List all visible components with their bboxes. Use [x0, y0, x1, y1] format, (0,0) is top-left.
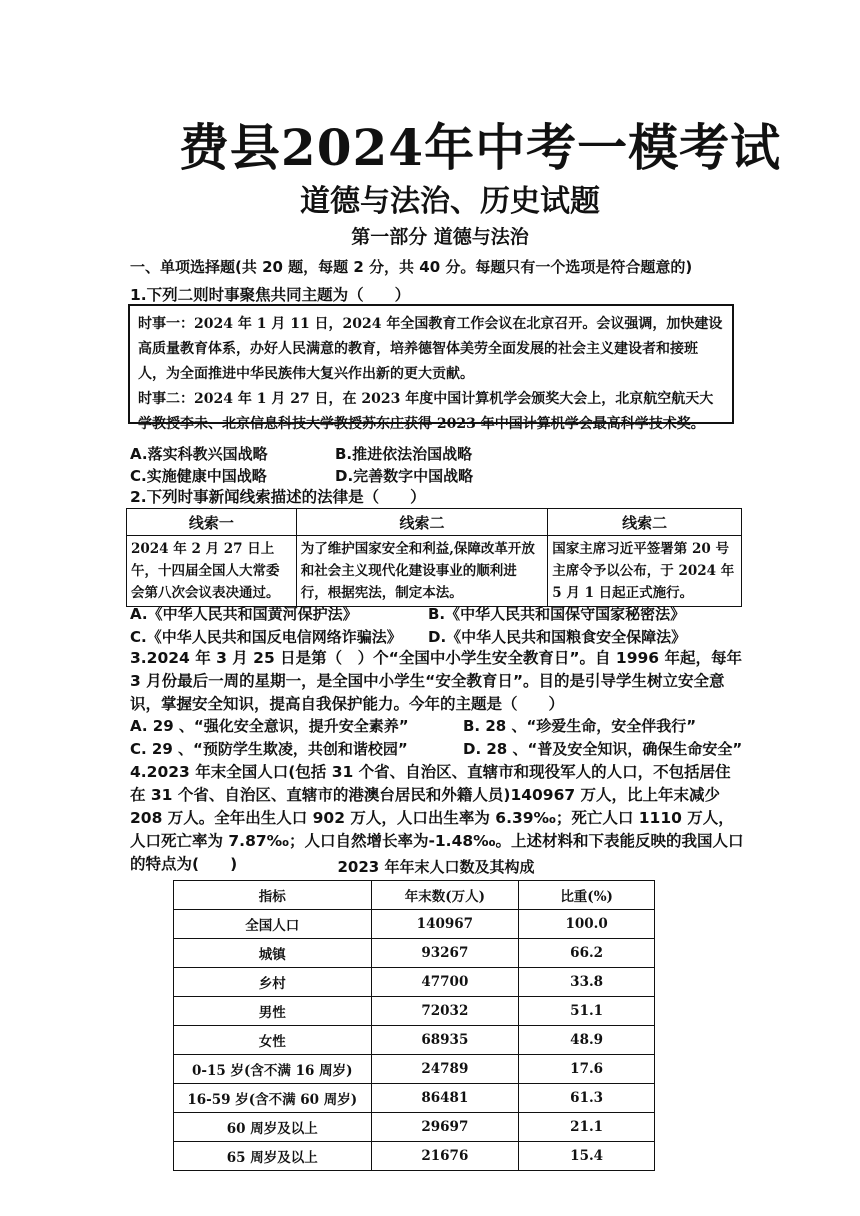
row-count: 93267 [371, 939, 519, 968]
row-count: 21676 [371, 1142, 519, 1171]
q2-option-c[interactable]: C.《中华人民共和国反电信网络诈骗法》 [130, 628, 402, 646]
table-row [174, 939, 655, 968]
q2-clue-cell-3: 国家主席习近平签署第 20 号主席令予以公布，于 2024 年 5 月 1 日起正式施行。 [548, 536, 742, 607]
q2-clue-header-3: 线索二 [548, 509, 742, 536]
row-label: 女性 [174, 1026, 372, 1055]
row-share: 15.4 [519, 1142, 655, 1171]
table-row [174, 1142, 655, 1171]
row-share: 21.1 [519, 1113, 655, 1142]
row-share: 51.1 [519, 997, 655, 1026]
q1-option-c[interactable]: C.实施健康中国战略 [130, 467, 267, 485]
section-heading: 一、单项选择题(共 20 题，每题 2 分，共 40 分。每题只有一个选项是符合题意的) [130, 258, 693, 276]
q2-stem: 2.下列时事新闻线索描述的法律是（ ） [130, 488, 426, 506]
q2-clue-body-row [127, 536, 742, 607]
row-share: 17.6 [519, 1055, 655, 1084]
row-label: 0-15 岁(含不满 16 周岁) [174, 1055, 372, 1084]
q2-clue-header-1: 线索一 [127, 509, 297, 536]
q1-news-item-1 [138, 312, 724, 387]
row-label: 16-59 岁(含不满 60 周岁) [174, 1084, 372, 1113]
q1-stem: 1.下列二则时事聚焦共同主题为（ ） [130, 286, 411, 304]
exam-main-title: 费县2024年中考一模考试 [178, 118, 782, 177]
q1-option-a[interactable]: A.落实科教兴国战略 [130, 445, 268, 463]
row-share: 100.0 [519, 910, 655, 939]
row-count: 47700 [371, 968, 519, 997]
q1-option-b[interactable]: B.推进依法治国战略 [335, 445, 473, 463]
q1-news-label-2: 时事二： [138, 391, 194, 407]
row-count: 140967 [371, 910, 519, 939]
row-count: 72032 [371, 997, 519, 1026]
q1-news-item-2 [138, 387, 724, 437]
q2-clue-table [126, 508, 742, 607]
q2-option-d[interactable]: D.《中华人民共和国粮食安全保障法》 [428, 628, 687, 646]
table-row [174, 968, 655, 997]
q2-clue-cell-2: 为了维护国家安全和利益,保障改革开放和社会主义现代化建设事业的顺利进行，根据宪法，制定本法。 [296, 536, 548, 607]
exam-subtitle: 道德与法治、历史试题 [300, 184, 600, 219]
row-label: 乡村 [174, 968, 372, 997]
q2-clue-header-2: 线索二 [296, 509, 548, 536]
q3-option-b[interactable]: B. 28 、“珍爱生命，安全伴我行” [463, 717, 697, 735]
table-row [174, 1113, 655, 1142]
row-count: 68935 [371, 1026, 519, 1055]
q1-option-d[interactable]: D.完善数字中国战略 [335, 467, 474, 485]
table-row [174, 1055, 655, 1084]
row-label: 城镇 [174, 939, 372, 968]
row-count: 24789 [371, 1055, 519, 1084]
row-label: 65 周岁及以上 [174, 1142, 372, 1171]
q3-stem: 3.2024 年 3 月 25 日是第（ ）个“全国中小学生安全教育日”。自 1996 年起，每年 3 月份最后一周的星期一，是全国中小学生“安全教育日”。目的是引导学生树立安全意识，掌握安全知识，提高自我保护能力。今年的主题是（ ） [130, 649, 742, 713]
population-table-caption: 2023 年年末人口数及其构成 [337, 858, 535, 876]
population-header-count: 年末数(万人) [371, 881, 519, 910]
q2-option-a[interactable]: A.《中华人民共和国黄河保护法》 [130, 605, 358, 623]
q1-news-text-1: 2024 年 1 月 11 日，2024 年全国教育工作会议在北京召开。会议强调，加快建设高质量教育体系，办好人民满意的教育，培养德智体美劳全面发展的社会主义建设者和接班人，为全面推进中华民族伟大复兴作出新的更大贡献。 [138, 316, 723, 382]
row-share: 61.3 [519, 1084, 655, 1113]
q2-clue-cell-1: 2024 年 2 月 27 日上午，十四届全国人大常委会第八次会议表决通过。 [127, 536, 297, 607]
row-label: 男性 [174, 997, 372, 1026]
q3-option-a[interactable]: A. 29 、“强化安全意识，提升安全素养” [130, 717, 409, 735]
q2-clue-header-row [127, 509, 742, 536]
row-label: 60 周岁及以上 [174, 1113, 372, 1142]
table-row [174, 1026, 655, 1055]
population-table-header-row [174, 881, 655, 910]
table-row [174, 910, 655, 939]
q1-news-label-1: 时事一： [138, 316, 194, 332]
q4-stem: 4.2023 年末全国人口(包括 31 个省、自治区、直辖市和现役军人的人口，不包括居住在 31 个省、自治区、直辖市的港澳台居民和外籍人员)140967 万人，比上年末减少 208 万人。全年出生人口 902 万人，人口出生率为 6.39‰；死亡人口 1110 万人，人口死亡率为 7.87‰；人口自然增长率为-1.48‰。上述材料和下表能反映的我国人口的特点为( ) [130, 763, 744, 873]
row-label: 全国人口 [174, 910, 372, 939]
row-share: 48.9 [519, 1026, 655, 1055]
q2-option-b[interactable]: B.《中华人民共和国保守国家秘密法》 [428, 605, 686, 623]
table-row [174, 997, 655, 1026]
population-table [173, 880, 655, 1171]
q3-option-c[interactable]: C. 29 、“预防学生欺凌，共创和谐校园” [130, 740, 408, 758]
population-header-share: 比重(%) [519, 881, 655, 910]
row-share: 66.2 [519, 939, 655, 968]
part-title: 第一部分 道德与法治 [351, 226, 529, 248]
q1-news-text-2: 2024 年 1 月 27 日，在 2023 年度中国计算机学会颁奖大会上，北京航空航天大学教授李未、北京信息科技大学教授苏东庄获得 2023 年中国计算机学会最高科学技术奖。 [138, 391, 714, 432]
q1-news-box [128, 304, 734, 432]
q3-option-d[interactable]: D. 28 、“普及安全知识，确保生命安全” [463, 740, 743, 758]
row-share: 33.8 [519, 968, 655, 997]
row-count: 29697 [371, 1113, 519, 1142]
population-header-indicator: 指标 [174, 881, 372, 910]
table-row [174, 1084, 655, 1113]
row-count: 86481 [371, 1084, 519, 1113]
